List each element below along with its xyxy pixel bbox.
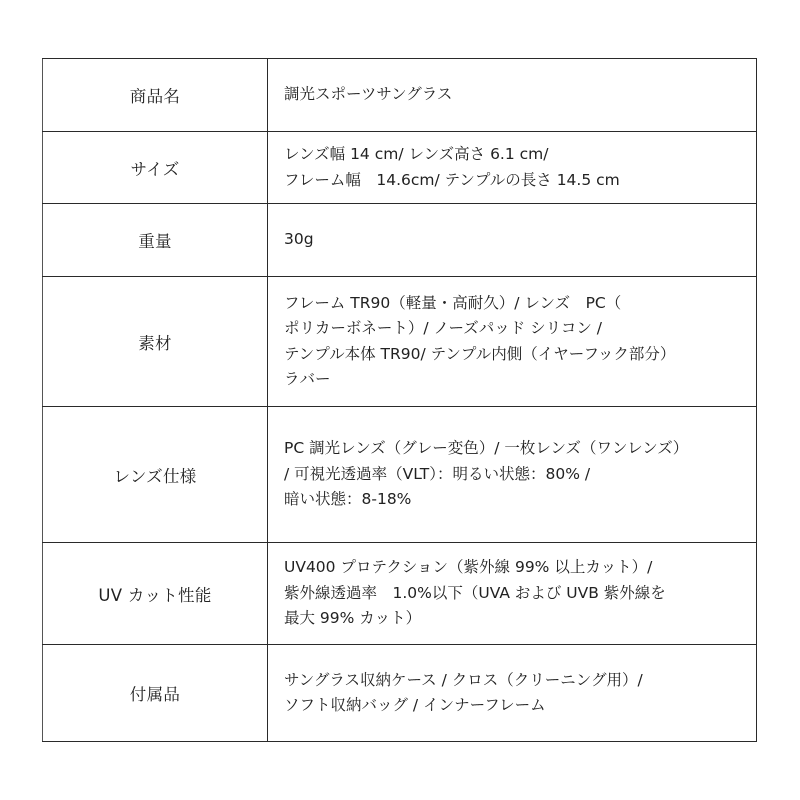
value-line: フレーム TR90（軽量・高耐久）/ レンズ PC（ <box>284 293 622 312</box>
table-row-weight <box>43 204 757 277</box>
row-value <box>268 59 757 132</box>
product-spec-table <box>42 58 757 742</box>
value-line: レンズ幅 14 cm/ レンズ高さ 6.1 cm/ <box>284 145 549 163</box>
value-line: テンプル本体 TR90/ テンプル内側（イヤーフック部分） <box>284 344 676 363</box>
row-label: 素材 <box>43 277 268 407</box>
row-value <box>268 543 757 645</box>
table-row-material <box>43 277 757 407</box>
table-row-size <box>43 132 757 204</box>
value-line: 最大 99% カット） <box>284 609 422 628</box>
value-line: 暗い状態：8-18% <box>284 490 412 509</box>
table-row-product-name <box>43 59 757 132</box>
table-row-uv-protection <box>43 543 757 645</box>
table-row-lens-spec <box>43 407 757 543</box>
value-line: PC 調光レンズ（グレー変色）/ 一枚レンズ（ワンレンズ） <box>284 439 689 458</box>
value-line: ポリカーボネート）/ ノーズパッド シリコン / <box>284 319 603 337</box>
value-line: フレーム幅 14.6cm/ テンプルの長さ 14.5 cm <box>284 170 620 189</box>
row-label: レンズ仕様 <box>43 407 268 543</box>
row-label: UV カット性能 <box>43 543 268 645</box>
value-line: UV400 プロテクション（紫外線 99% 以上カット）/ <box>284 558 653 577</box>
value-line: ラバー <box>284 370 331 388</box>
value-line: 紫外線透過率 1.0%以下（UVA および UVB 紫外線を <box>284 583 666 602</box>
row-value <box>268 132 757 204</box>
row-label: 重量 <box>43 204 268 277</box>
value-line: ソフト収納バッグ / インナーフレーム <box>284 696 546 714</box>
value-line: / 可視光透過率（VLT）：明るい状態：80% / <box>284 464 591 483</box>
value-line: サングラス収納ケース / クロス（クリーニング用）/ <box>284 670 643 689</box>
value-line: 調光スポーツサングラス <box>284 85 453 104</box>
row-value <box>268 277 757 407</box>
table-row-accessories <box>43 645 757 742</box>
row-value <box>268 645 757 742</box>
row-value <box>268 407 757 543</box>
row-label: サイズ <box>43 132 268 204</box>
row-label: 付属品 <box>43 645 268 742</box>
row-label: 商品名 <box>43 59 268 132</box>
value-line: 30g <box>284 230 314 249</box>
row-value <box>268 204 757 277</box>
